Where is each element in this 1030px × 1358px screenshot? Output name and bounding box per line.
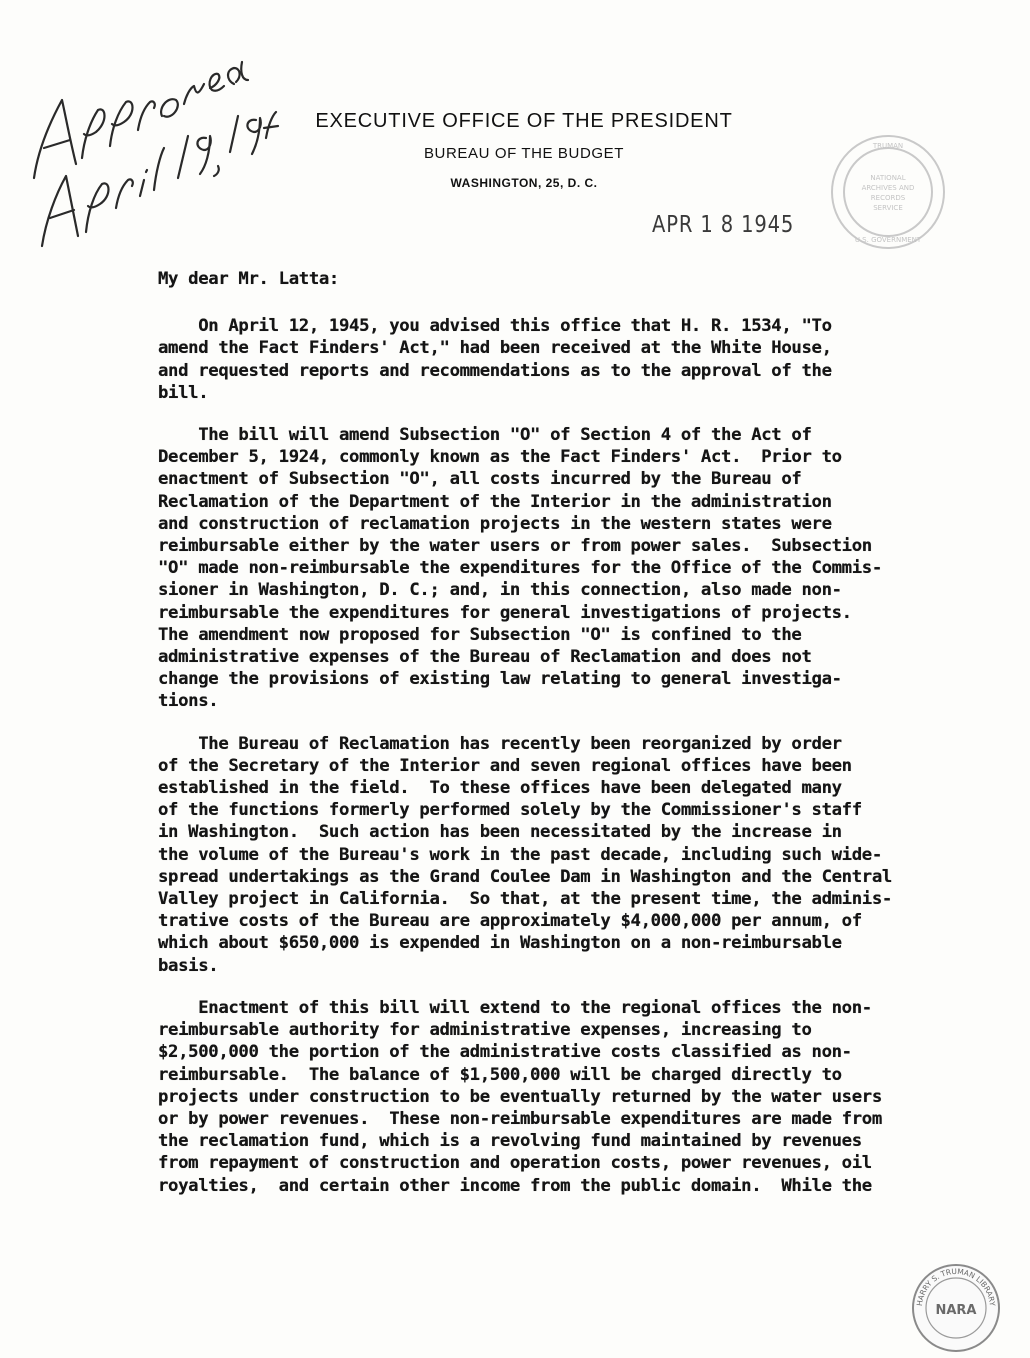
text-line: On April 12, 1945, you advised this office that H. R. 1534, "To [158, 316, 832, 337]
text-line: reimbursable. The balance of $1,500,000 will be charged directly to [158, 1064, 842, 1085]
svg-text:NATIONAL: NATIONAL [870, 174, 906, 182]
text-line: royalties, and certain other income from the public domain. While the [158, 1175, 872, 1196]
text-line: and construction of reclamation projects in the western states were [158, 513, 832, 534]
received-date-stamp: APR 1 8 1945 [652, 212, 795, 238]
salutation: My dear Mr. Latta: [158, 269, 339, 289]
paragraph-2 [158, 424, 1018, 713]
text-line: basis. [158, 955, 219, 976]
text-line: which about $650,000 is expended in Washington on a non-reimbursable [158, 933, 842, 954]
text-line: Reclamation of the Department of the Interior in the administration [158, 491, 832, 512]
text-line: amend the Fact Finders' Act," had been received at the White House, [158, 338, 832, 359]
letterhead-address: WASHINGTON, 25, D. C. [450, 176, 598, 190]
letter-body [158, 268, 1018, 1217]
letterhead-bureau: BUREAU OF THE BUDGET [423, 145, 625, 162]
svg-text:ARCHIVES AND: ARCHIVES AND [861, 184, 915, 192]
text-line: and requested reports and recommendations as to the approval of the [158, 360, 832, 381]
svg-text:TRUMAN: TRUMAN [872, 142, 904, 150]
text-line: established in the field. To these offices have been delegated many [158, 778, 842, 799]
text-line: projects under construction to be eventually returned by the water users [158, 1086, 882, 1107]
letter-paragraphs [158, 315, 1018, 1197]
text-line: or by power revenues. These non-reimbursable expenditures are made from [158, 1108, 882, 1129]
text-line: administrative expenses of the Bureau of Reclamation and does not [158, 647, 812, 668]
text-line: Enactment of this bill will extend to the regional offices the non- [158, 997, 872, 1018]
svg-text:RECORDS: RECORDS [870, 194, 906, 202]
text-line: reimbursable either by the water users or from power sales. Subsection [158, 536, 872, 557]
text-line: The amendment now proposed for Subsection "O" is confined to the [158, 624, 802, 645]
text-line: of the functions formerly performed solely by the Commissioner's staff [158, 800, 862, 821]
svg-text:SERVICE: SERVICE [873, 204, 903, 212]
text-line: sioner in Washington, D. C.; and, in this connection, also made non- [158, 580, 842, 601]
text-line: Valley project in California. So that, at the present time, the adminis- [158, 889, 892, 910]
letterhead-office: EXECUTIVE OFFICE OF THE PRESIDENT [315, 110, 733, 132]
text-line: The Bureau of Reclamation has recently been reorganized by order [158, 733, 842, 754]
text-line: in Washington. Such action has been necessitated by the increase in [158, 822, 842, 843]
text-line: The bill will amend Subsection "O" of Section 4 of the Act of [158, 425, 812, 446]
text-line: December 5, 1924, commonly known as the Fact Finders' Act. Prior to [158, 447, 842, 468]
text-line: the reclamation fund, which is a revolving fund maintained by revenues [158, 1131, 862, 1152]
paragraph-4 [158, 997, 1018, 1197]
text-line: change the provisions of existing law relating to general investiga- [158, 669, 842, 690]
text-line: reimbursable the expenditures for general investigations of projects. [158, 602, 852, 623]
text-line: of the Secretary of the Interior and seven regional offices have been [158, 755, 852, 776]
text-line: enactment of Subsection "O", all costs incurred by the Bureau of [158, 469, 802, 490]
svg-text:HARRY S. TRUMAN LIBRARY: HARRY S. TRUMAN LIBRARY [914, 1266, 997, 1307]
paragraph-3 [158, 733, 1018, 977]
svg-text:NARA: NARA [935, 1303, 977, 1318]
paragraph-1 [158, 315, 1018, 404]
text-line: tions. [158, 691, 219, 712]
text-line: reimbursable authority for administrative expenses, increasing to [158, 1020, 812, 1041]
text-line: bill. [158, 382, 209, 403]
text-line: the volume of the Bureau's work in the past decade, including such wide- [158, 844, 882, 865]
text-line: from repayment of construction and operation costs, power revenues, oil [158, 1153, 872, 1174]
text-line: trative costs of the Bureau are approximately $4,000,000 per annum, of [158, 911, 862, 932]
text-line: spread undertakings as the Grand Coulee Dam in Washington and the Central [158, 866, 892, 887]
text-line: $2,500,000 the portion of the administrative costs classified as non- [158, 1042, 852, 1063]
svg-text:U.S. GOVERNMENT: U.S. GOVERNMENT [854, 236, 922, 244]
truman-library-seal-icon [910, 1262, 1002, 1354]
text-line: "O" made non-reimbursable the expenditures for the Office of the Commis- [158, 558, 882, 579]
archive-seal-icon [828, 132, 948, 252]
